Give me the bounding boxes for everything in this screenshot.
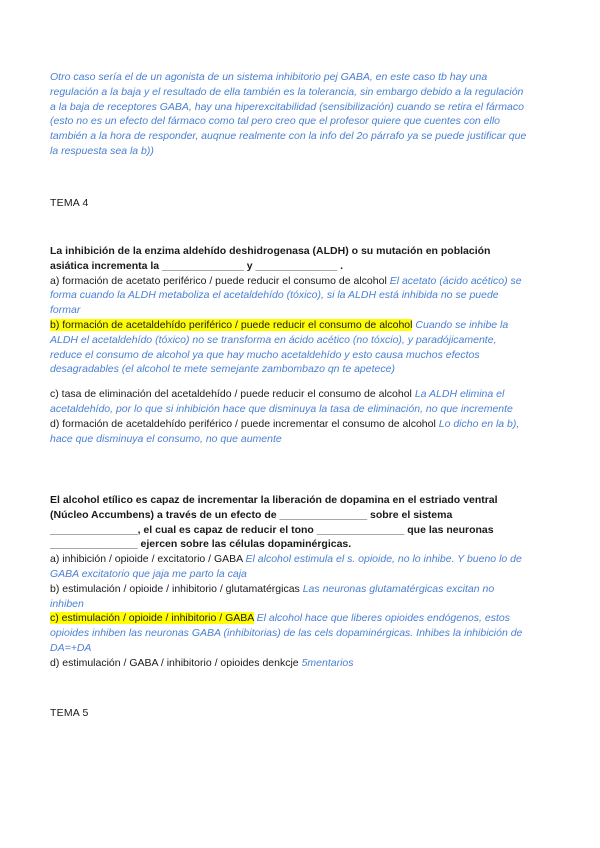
tema4-heading: TEMA 4 — [50, 197, 89, 209]
section-heading-tema5 — [50, 706, 530, 721]
q1-option-b-text: b) formación de acetaldehído periférico / puede reducir el consumo de alcohol — [50, 318, 413, 331]
intro-note-block — [50, 70, 530, 159]
q1-option-a — [50, 274, 530, 318]
q1-option-c-note: La ALDH elimina el acetaldehído, por lo que si inhibición hace que disminuya la tasa de eliminación, no que incremente — [50, 388, 513, 415]
q1-option-d-note: Lo dicho en la b), hace que disminuya el consumo, no que aumente — [50, 417, 520, 445]
tema5-heading: TEMA 5 — [50, 707, 89, 719]
q1-option-d-text: d) formación de acetaldehído periférico / puede incrementar el consumo de alcohol — [50, 417, 436, 430]
q2-option-c-text: c) estimulación / opioide / inhibitorio / GABA — [50, 612, 254, 625]
question-1 — [50, 244, 530, 446]
q1-option-b — [50, 318, 530, 377]
question-2-text: El alcohol etílico es capaz de incrementar la liberación de dopamina en el estriado ventral (Núcleo Accumbens) a través de un efecto de _______________ sobre el sistema _______________, el cual es capaz de reducir el tono _______________ que las neuronas _______________ ejercen sobre las células dopaminérgicas. — [50, 494, 498, 551]
q2-option-c-note: El alcohol hace que liberes opioides endógenos, estos opioides inhiben las neuronas GABA (inhibitorias) de las cels dopaminérgicas. Inhibes la inhibición de DA=+DA — [50, 612, 523, 654]
q2-option-d-text: d) estimulación / GABA / inhibitorio / opioides denkcje — [50, 656, 299, 669]
q2-option-b — [50, 582, 530, 612]
q2-option-b-note: Las neuronas glutamatérgicas excitan no inhiben — [50, 582, 495, 610]
q1-option-b-note: Cuando se inhibe la ALDH el acetaldehído (tóxico) no se transforma en ácido acético (no tóxcio), y paradójicamente, reduce el consumo de alcohol ya que hay mucho acetaldehído y esto causa muchos efectos desagradables (el alcohol te mete semejante zambombazo qn te apetece) — [50, 318, 509, 376]
q2-option-d — [50, 656, 530, 671]
q2-option-d-note: 5mentarios — [301, 656, 354, 669]
q1-option-c-text: c) tasa de eliminación del acetaldehído / puede reducir el consumo de alcohol — [50, 388, 412, 401]
question-1-text: La inhibición de la enzima aldehído deshidrogenasa (ALDH) o su mutación en población asiática incrementa la ______________ y ______________ . — [50, 245, 491, 272]
q1-option-a-note: El acetato (ácido acético) se forma cuando la ALDH metaboliza el acetaldehído (tóxico), si la ALDH está inhibida no se puede formar — [50, 274, 522, 317]
q2-option-c — [50, 611, 530, 655]
q2-option-b-text: b) estimulación / opioide / inhibitorio / glutamatérgicas — [50, 582, 300, 595]
q1-option-c — [50, 387, 530, 417]
q1-option-d — [50, 417, 530, 447]
intro-note: Otro caso sería el de un agonista de un sistema inhibitorio pej GABA, en este caso tb hay una regulación a la baja y el resultado de ella también es la tolerancia, sin embargo debido a la regulación a la baja de receptores GABA, hay una hiperexcitabilidad (sensibilización) cuando se retira el fármaco (esto no es un efecto del fármaco como tal pero creo que el profesor quiere que cuentes con ello también a la hora de responder, auqnue realmente con la info del 2o párrafo ya se puede justificar que la respuesta sea la b)) — [50, 71, 527, 157]
q1-option-a-text: a) formación de acetato periférico / puede reducir el consumo de alcohol — [50, 274, 387, 287]
q2-option-a-text: a) inhibición / opioide / excitatorio / GABA — [50, 553, 243, 566]
question-2 — [50, 493, 530, 671]
q2-option-a-note: El alcohol estimula el s. opioide, no lo inhibe. Y bueno lo de GABA excitatorio que jaja me parto la caja — [50, 553, 522, 580]
section-heading-tema4 — [50, 196, 530, 211]
q2-option-a — [50, 552, 530, 582]
